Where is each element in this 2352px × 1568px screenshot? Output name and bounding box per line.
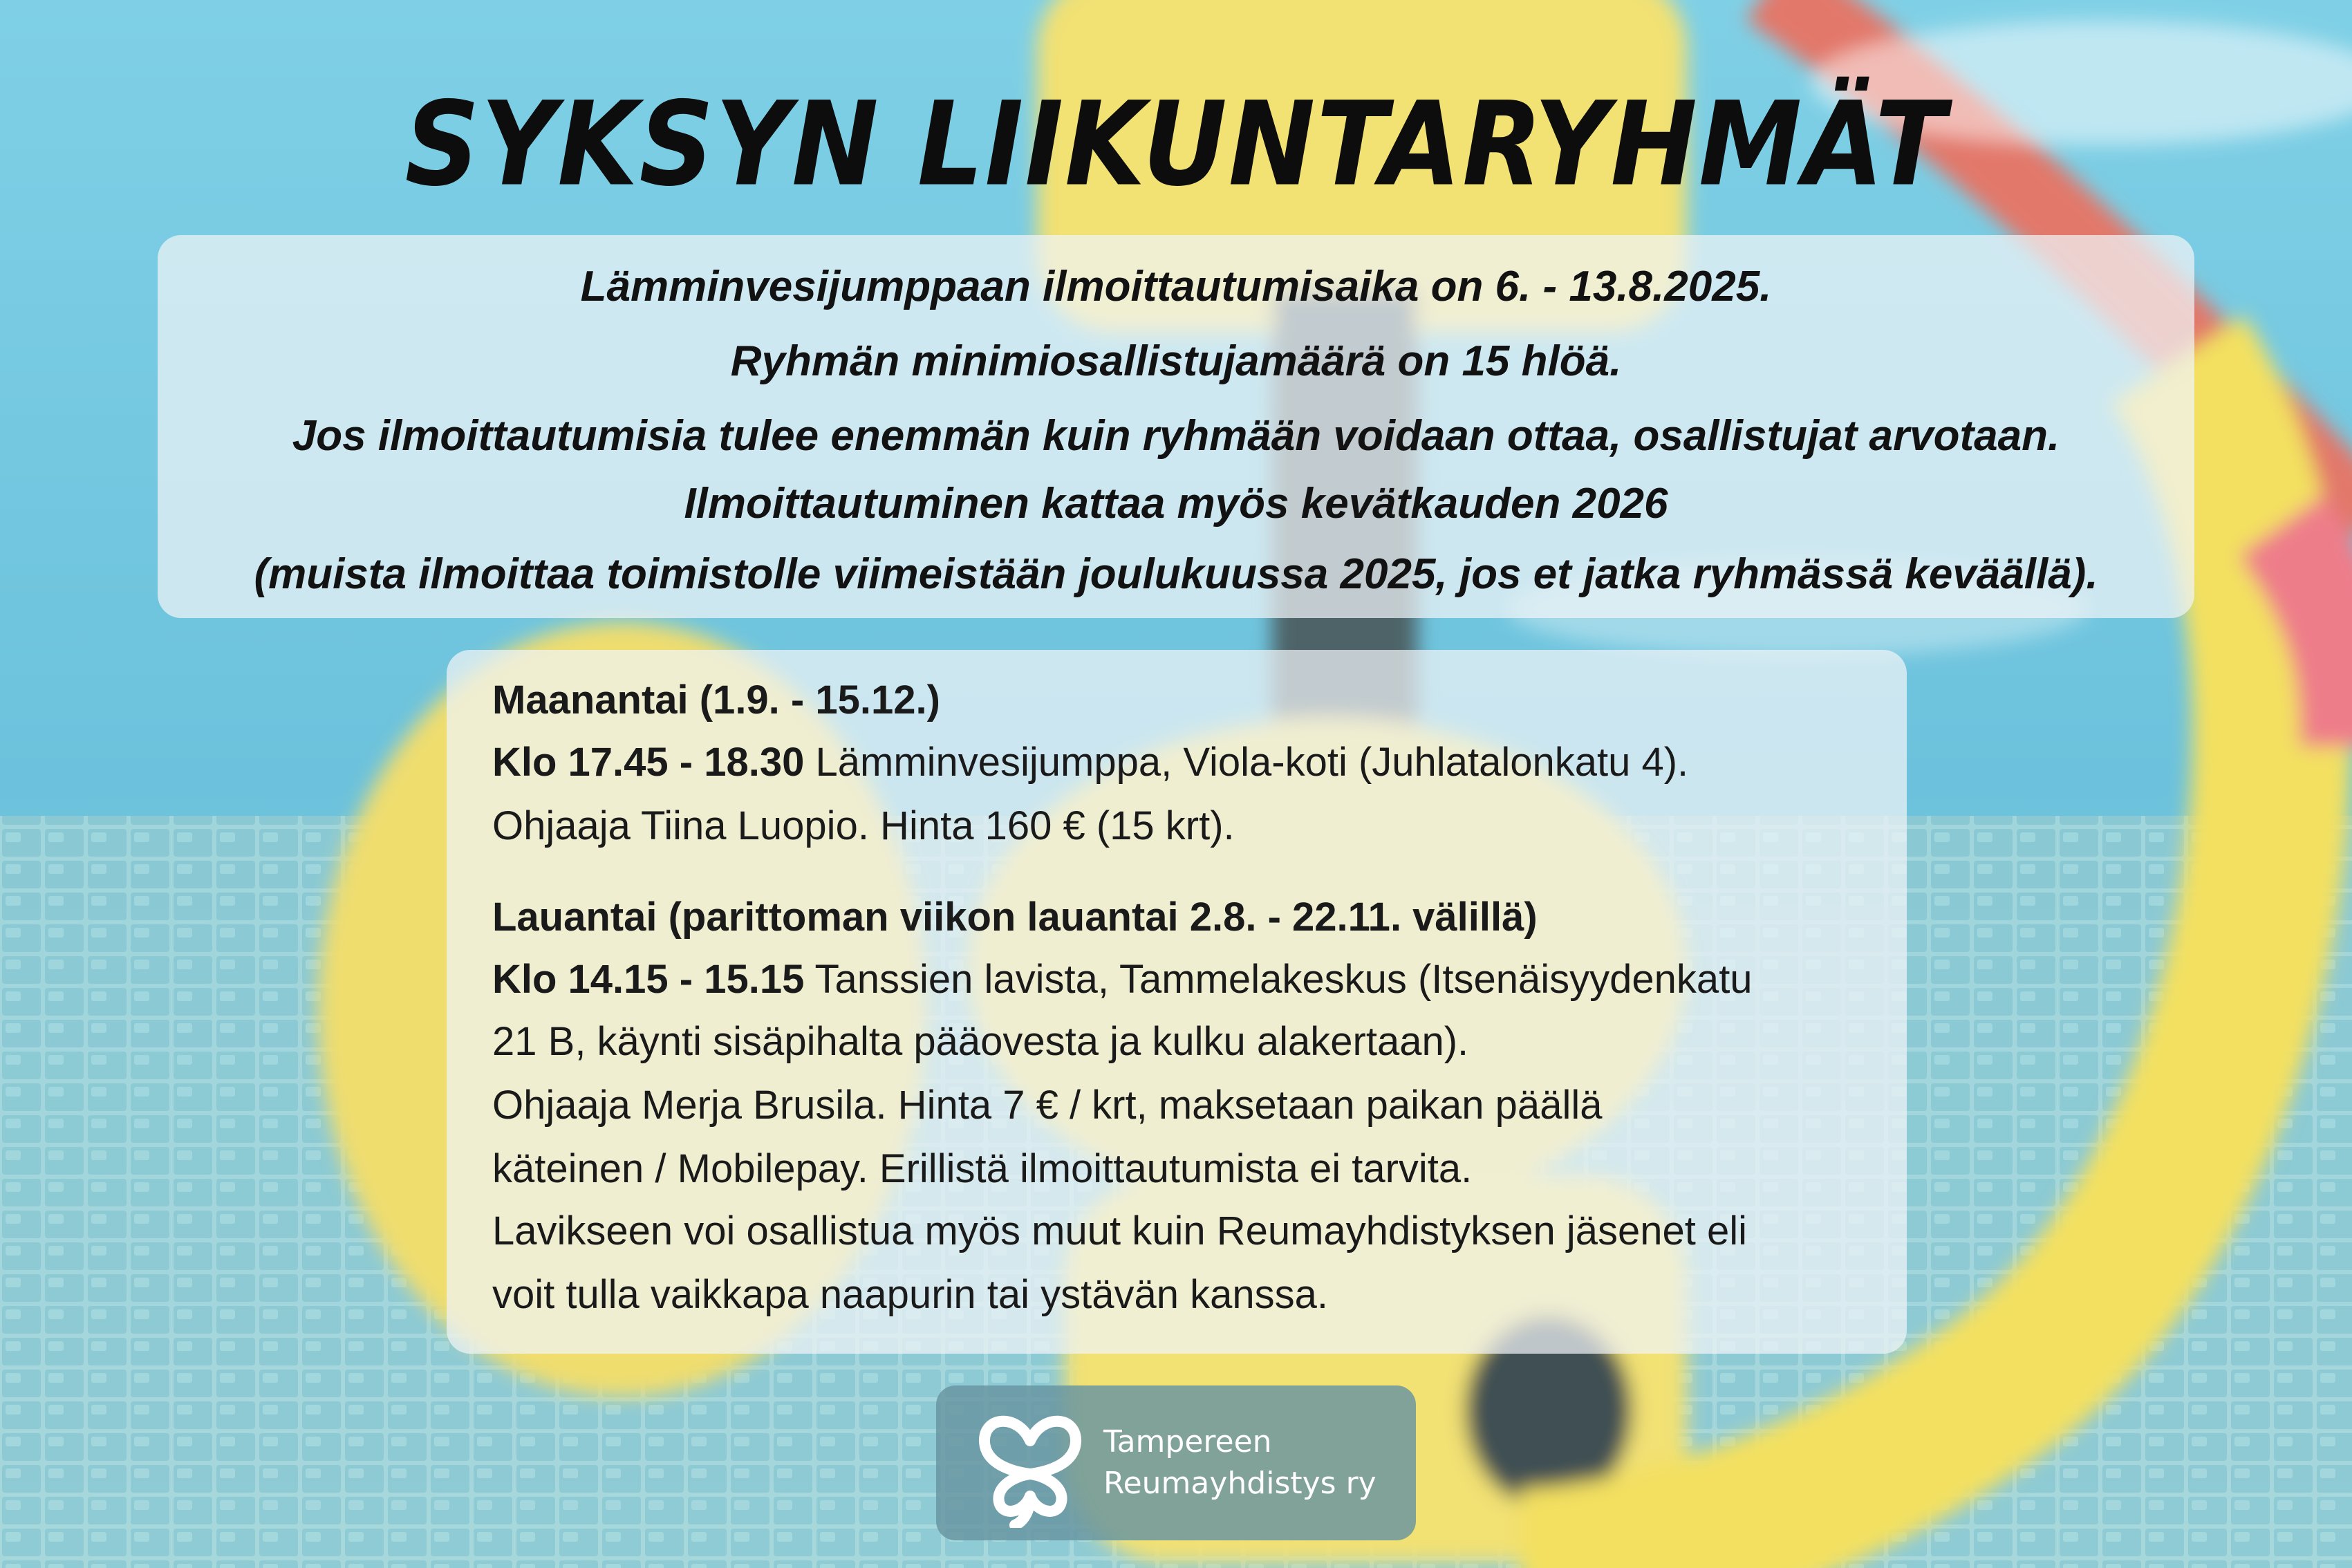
saturday-details: voit tulla vaikkapa naapurin tai ystävän kanssa. [492, 1272, 1329, 1317]
monday-time-line [492, 740, 1689, 785]
heart-clover-logo-icon [969, 1399, 1091, 1528]
monday-time: Klo 17.45 - 18.30 [492, 740, 805, 785]
notice-line: Lämminvesijumppaan ilmoittautumisaika on 6. - 13.8.2025. [580, 263, 1772, 310]
saturday-time-line [492, 957, 1753, 1002]
saturday-details: Lavikseen voi osallistua myös muut kuin Reumayhdistyksen jäsenet eli [492, 1208, 1747, 1253]
saturday-heading: Lauantai (parittoman viikon lauantai 2.8. - 22.11. välillä) [492, 895, 1538, 940]
registration-notice-panel [158, 235, 2194, 618]
monday-heading: Maanantai (1.9. - 15.12.) [492, 678, 940, 722]
logo-text-line2: Reumayhdistys ry [1103, 1466, 1376, 1501]
notice-line: (muista ilmoittaa toimistolle viimeistään joulukuussa 2025, jos et jatka ryhmässä keväällä). [254, 550, 2098, 598]
saturday-details: Ohjaaja Merja Brusila. Hinta 7 € / krt, maksetaan paikan päällä [492, 1083, 1603, 1128]
notice-line: Jos ilmoittautumisia tulee enemmän kuin ryhmään voidaan ottaa, osallistujat arvotaan. [292, 412, 2060, 460]
notice-line: Ilmoittautuminen kattaa myös kevätkauden 2026 [684, 480, 1668, 528]
monday-details: Ohjaaja Tiina Luopio. Hinta 160 € (15 krt). [492, 803, 1235, 848]
saturday-details: käteinen / Mobilepay. Erillistä ilmoittautumista ei tarvita. [492, 1146, 1473, 1191]
notice-line: Ryhmän minimiosallistujamäärä on 15 hlöä. [730, 337, 1622, 385]
page-title: SYKSYN LIIKUNTARYHMÄT [404, 77, 1948, 212]
schedule-panel [447, 650, 1907, 1354]
organization-logo [936, 1385, 1416, 1540]
saturday-description: Tanssien lavista, Tammelakeskus (Itsenäisyydenkatu [804, 957, 1753, 1002]
logo-text-line1: Tampereen [1103, 1424, 1272, 1459]
saturday-details: 21 B, käynti sisäpihalta pääovesta ja kulku alakertaan). [492, 1019, 1469, 1064]
monday-description: Lämminvesijumppa, Viola-koti (Juhlatalonkatu 4). [804, 740, 1689, 785]
saturday-time: Klo 14.15 - 15.15 [492, 957, 805, 1002]
